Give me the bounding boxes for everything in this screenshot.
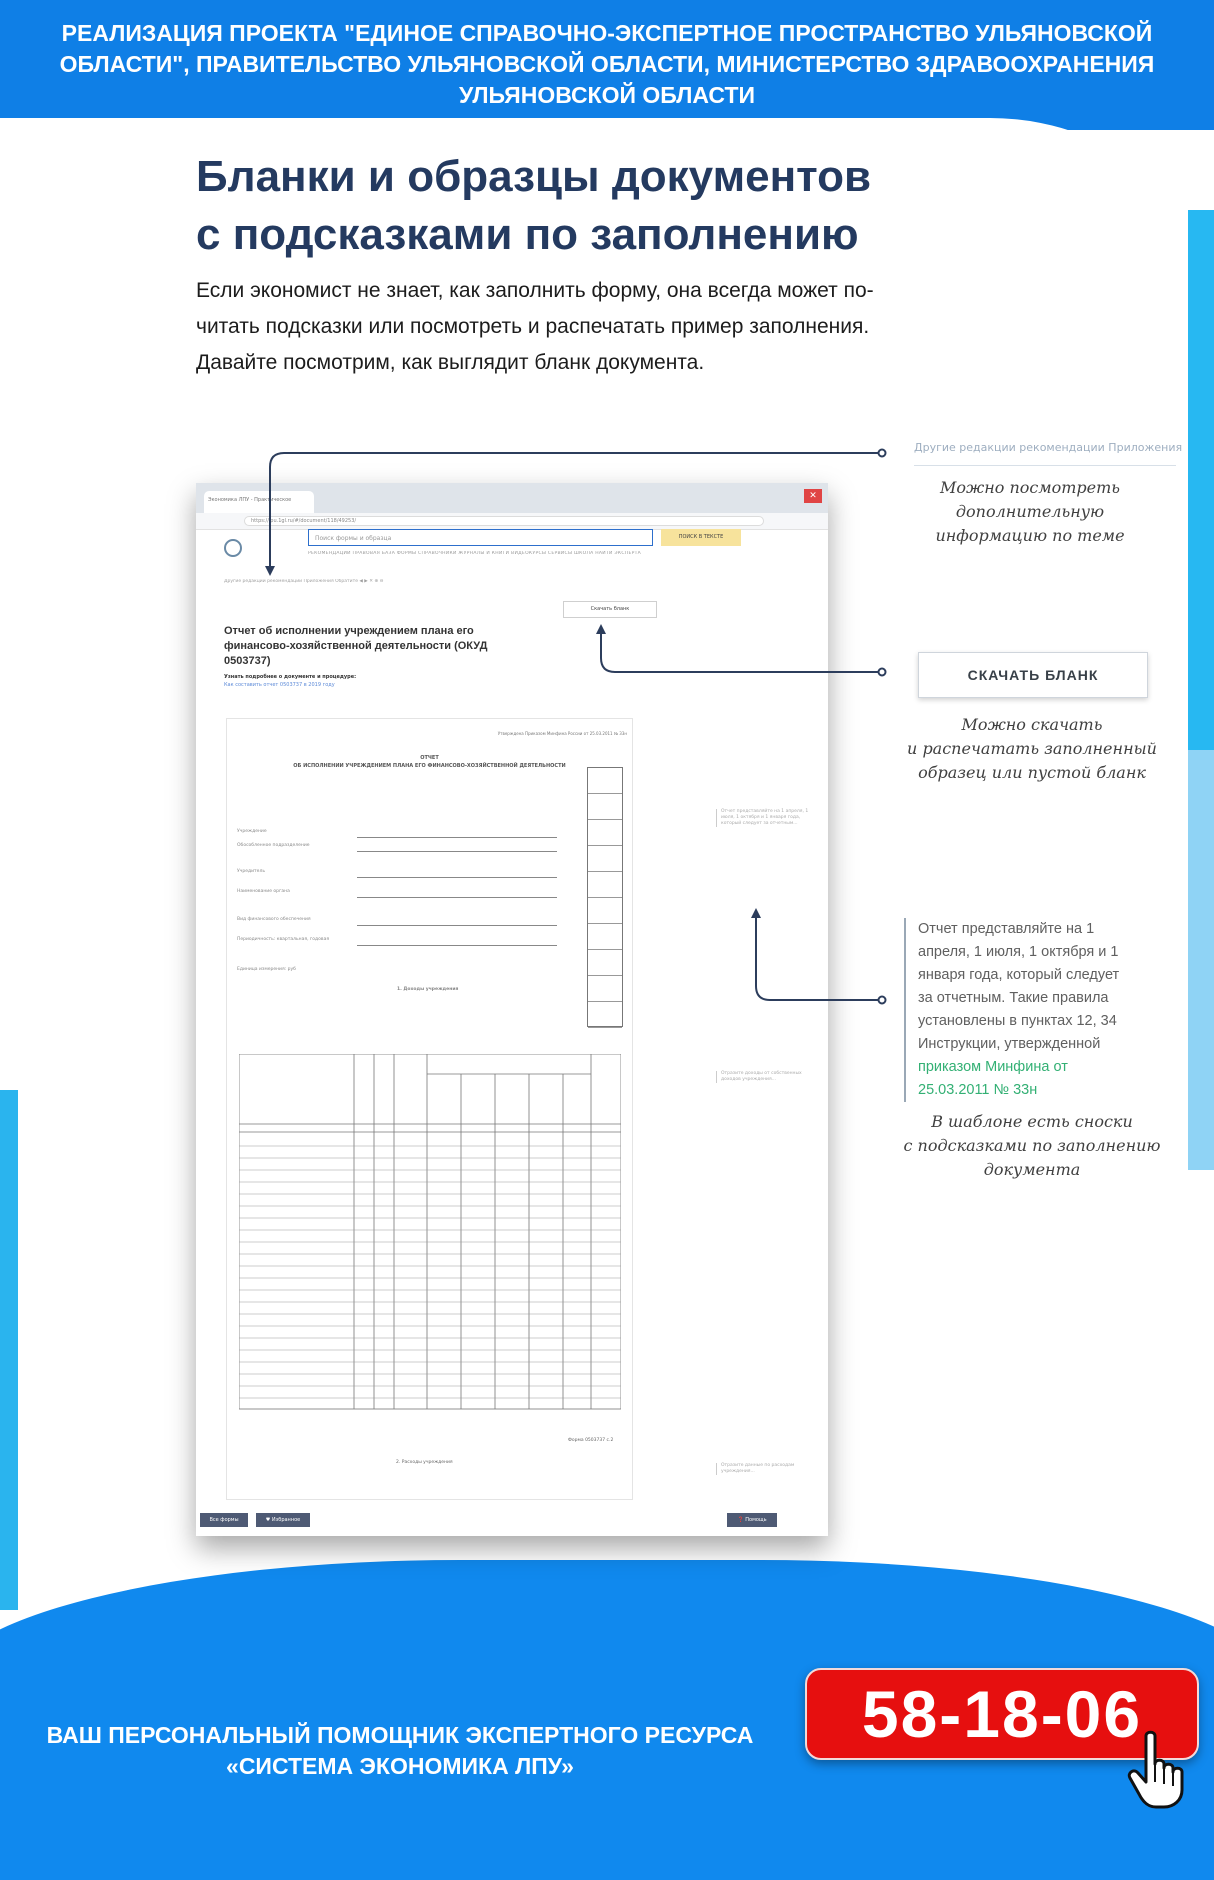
form-number-label: Форма 0503737 с.2 xyxy=(568,1438,614,1443)
form-field-line xyxy=(357,851,557,852)
project-header xyxy=(14,18,1200,111)
doc-sub-label: Узнать подробнее о документе и процедуре: xyxy=(224,674,357,680)
form-field-line xyxy=(357,877,557,878)
form-field-line xyxy=(357,897,557,898)
title-line-1: Бланки и образцы документов xyxy=(196,152,872,201)
url-input[interactable]: https://lpu.1gl.ru/#/document/118/49253/ xyxy=(244,516,764,526)
hint-note: Отчет представляйте на 1 апреля, 1 июля, 1 октября и 1 января года, который следует за отчетным... xyxy=(716,809,811,827)
quote-line: за отчетным. Такие правила xyxy=(918,990,1109,1006)
caption-line: дополнительную xyxy=(955,502,1105,521)
form-field-line xyxy=(357,945,557,946)
form-field-label: Единица измерения: руб xyxy=(237,967,296,972)
caption-more-info xyxy=(920,476,1140,548)
form-heading xyxy=(227,754,632,770)
hint-quote xyxy=(904,918,1154,1102)
form-field-label: Обособленное подразделение xyxy=(237,843,310,848)
doc-sub-link[interactable]: Как составить отчет 0503737 в 2019 году xyxy=(224,682,335,688)
search-input[interactable]: Поиск формы и образца xyxy=(308,529,653,546)
caption-line: Можно скачать xyxy=(961,715,1103,734)
header-line-1: РЕАЛИЗАЦИЯ ПРОЕКТА "ЕДИНОЕ СПРАВОЧНО-ЭКСПЕРТНОЕ ПРОСТРАНСТВО УЛЬЯНОВСКОЙ xyxy=(61,20,1153,46)
phone-number-button[interactable]: 58-18-06 xyxy=(805,1668,1199,1760)
hint-note: Отразите данные по расходам учреждения... xyxy=(716,1463,811,1475)
form-approval: Утверждена Приказом Минфина России от 25.03.2011 № 33н xyxy=(497,731,627,736)
table-grid xyxy=(239,1054,621,1414)
form-field-label: Наименование органа xyxy=(237,889,290,894)
caption-line: образец или пустой бланк xyxy=(918,763,1146,782)
section-2-title: 2. Расходы учреждения xyxy=(396,1460,453,1465)
intro-line-3: Давайте посмотрим, как выглядит бланк документа. xyxy=(196,351,705,374)
caption-line: Можно посмотреть xyxy=(939,478,1121,497)
form-preview xyxy=(226,718,633,1500)
download-mini-button[interactable]: Скачать бланк xyxy=(563,601,657,618)
quote-line: апреля, 1 июля, 1 октября и 1 xyxy=(918,944,1119,960)
hint-note: Отразите доходы от собственных доходов учреждения... xyxy=(716,1071,811,1083)
browser-tab[interactable]: Экономика ЛПУ - Практическое xyxy=(204,491,314,513)
document-subtitle xyxy=(224,673,454,689)
document-title: Отчет об исполнении учреждением плана его финансово-хозяйственной деятельности (ОКУД 0503737) xyxy=(224,625,488,667)
quote-link[interactable]: 25.03.2011 № 33н xyxy=(918,1082,1038,1098)
help-button[interactable]: ❓ Помощь xyxy=(727,1513,777,1527)
caption-line: информацию по теме xyxy=(935,526,1125,545)
footer-line-2: «СИСТЕМА ЭКОНОМИКА ЛПУ» xyxy=(226,1753,574,1779)
form-field-label: Периодичность: квартальная, годовая xyxy=(237,937,330,942)
decor-stripe-right-2 xyxy=(1188,750,1214,1170)
doc-toolbar[interactable]: Другие редакции рекомендации Приложения Обратите ◀ ▶ ✕ ⊕ ⊖ xyxy=(224,579,384,584)
caption-footnotes xyxy=(900,1110,1164,1182)
form-field-label: Учреждение xyxy=(237,829,267,834)
site-logo[interactable] xyxy=(224,539,274,561)
form-heading-1: ОТЧЕТ xyxy=(420,755,439,761)
page-title xyxy=(196,148,956,264)
quote-line: Отчет представляйте на 1 xyxy=(918,921,1095,937)
header-line-3: УЛЬЯНОВСКОЙ ОБЛАСТИ xyxy=(458,82,756,108)
intro-paragraph xyxy=(196,273,896,381)
footer-line-1: ВАШ ПЕРСОНАЛЬНЫЙ ПОМОЩНИК ЭКСПЕРТНОГО РЕСУРСА xyxy=(46,1722,754,1748)
doc-tabs-preview[interactable]: Другие редакции рекомендации Приложения xyxy=(914,441,1176,466)
close-icon[interactable]: ✕ xyxy=(804,489,822,503)
download-blank-button[interactable]: СКАЧАТЬ БЛАНК xyxy=(918,652,1148,698)
caption-line: документа xyxy=(983,1160,1081,1179)
quote-line: января года, который следует xyxy=(918,967,1120,983)
form-field-line xyxy=(357,837,557,838)
hand-pointer-icon xyxy=(1124,1730,1194,1810)
site-nav[interactable]: РЕКОМЕНДАЦИИ ПРАВОВАЯ БАЗА ФОРМЫ СПРАВОЧНИКИ ЖУРНАЛЫ И КНИГИ ВИДЕОКУРСЫ СЕРВИСЫ ШКОЛА НАЙТИ ЭКСПЕРТА xyxy=(308,551,642,556)
decor-stripe-right xyxy=(1188,210,1214,750)
section-1-title: 1. Доходы учреждения xyxy=(397,987,459,992)
quote-link[interactable]: приказом Минфина от xyxy=(918,1059,1068,1075)
caption-line: и распечатать заполненный xyxy=(907,739,1157,758)
browser-urlbar xyxy=(196,513,828,530)
quote-line: Инструкции, утвержденной xyxy=(918,1036,1101,1052)
form-field-label: Вид финансового обеспечения xyxy=(237,917,311,922)
form-heading-2: ОБ ИСПОЛНЕНИИ УЧРЕЖДЕНИЕМ ПЛАНА ЕГО ФИНАНСОВО-ХОЗЯЙСТВЕННОЙ ДЕЯТЕЛЬНОСТИ xyxy=(293,763,566,769)
decor-stripe-left xyxy=(0,1090,18,1610)
caption-download xyxy=(900,713,1164,785)
intro-line-2: читать подсказки или посмотреть и распечатать пример заполнения. xyxy=(196,315,870,338)
quote-line: установлены в пунктах 12, 34 xyxy=(918,1013,1117,1029)
caption-line: с подсказками по заполнению xyxy=(903,1136,1161,1155)
browser-titlebar xyxy=(196,483,828,513)
form-field-line xyxy=(357,925,557,926)
codes-column xyxy=(587,767,623,1027)
logo-icon xyxy=(224,539,242,557)
favorites-button[interactable]: ♥ Избранное xyxy=(256,1513,310,1527)
search-button[interactable]: ПОИСК В ТЕКСТЕ xyxy=(661,529,741,546)
all-forms-button[interactable]: Все формы xyxy=(200,1513,248,1527)
title-line-2: с подсказками по заполнению xyxy=(196,210,859,259)
caption-line: В шаблоне есть сноски xyxy=(931,1112,1133,1131)
intro-line-1: Если экономист не знает, как заполнить форму, она всегда может по- xyxy=(196,279,874,302)
header-line-2: ОБЛАСТИ", ПРАВИТЕЛЬСТВО УЛЬЯНОВСКОЙ ОБЛАСТИ, МИНИСТЕРСТВО ЗДРАВООХРАНЕНИЯ xyxy=(59,51,1155,77)
footer-text xyxy=(10,1720,790,1782)
form-field-label: Учредитель xyxy=(237,869,265,874)
income-table xyxy=(239,1054,621,1414)
app-screenshot xyxy=(196,483,828,1536)
